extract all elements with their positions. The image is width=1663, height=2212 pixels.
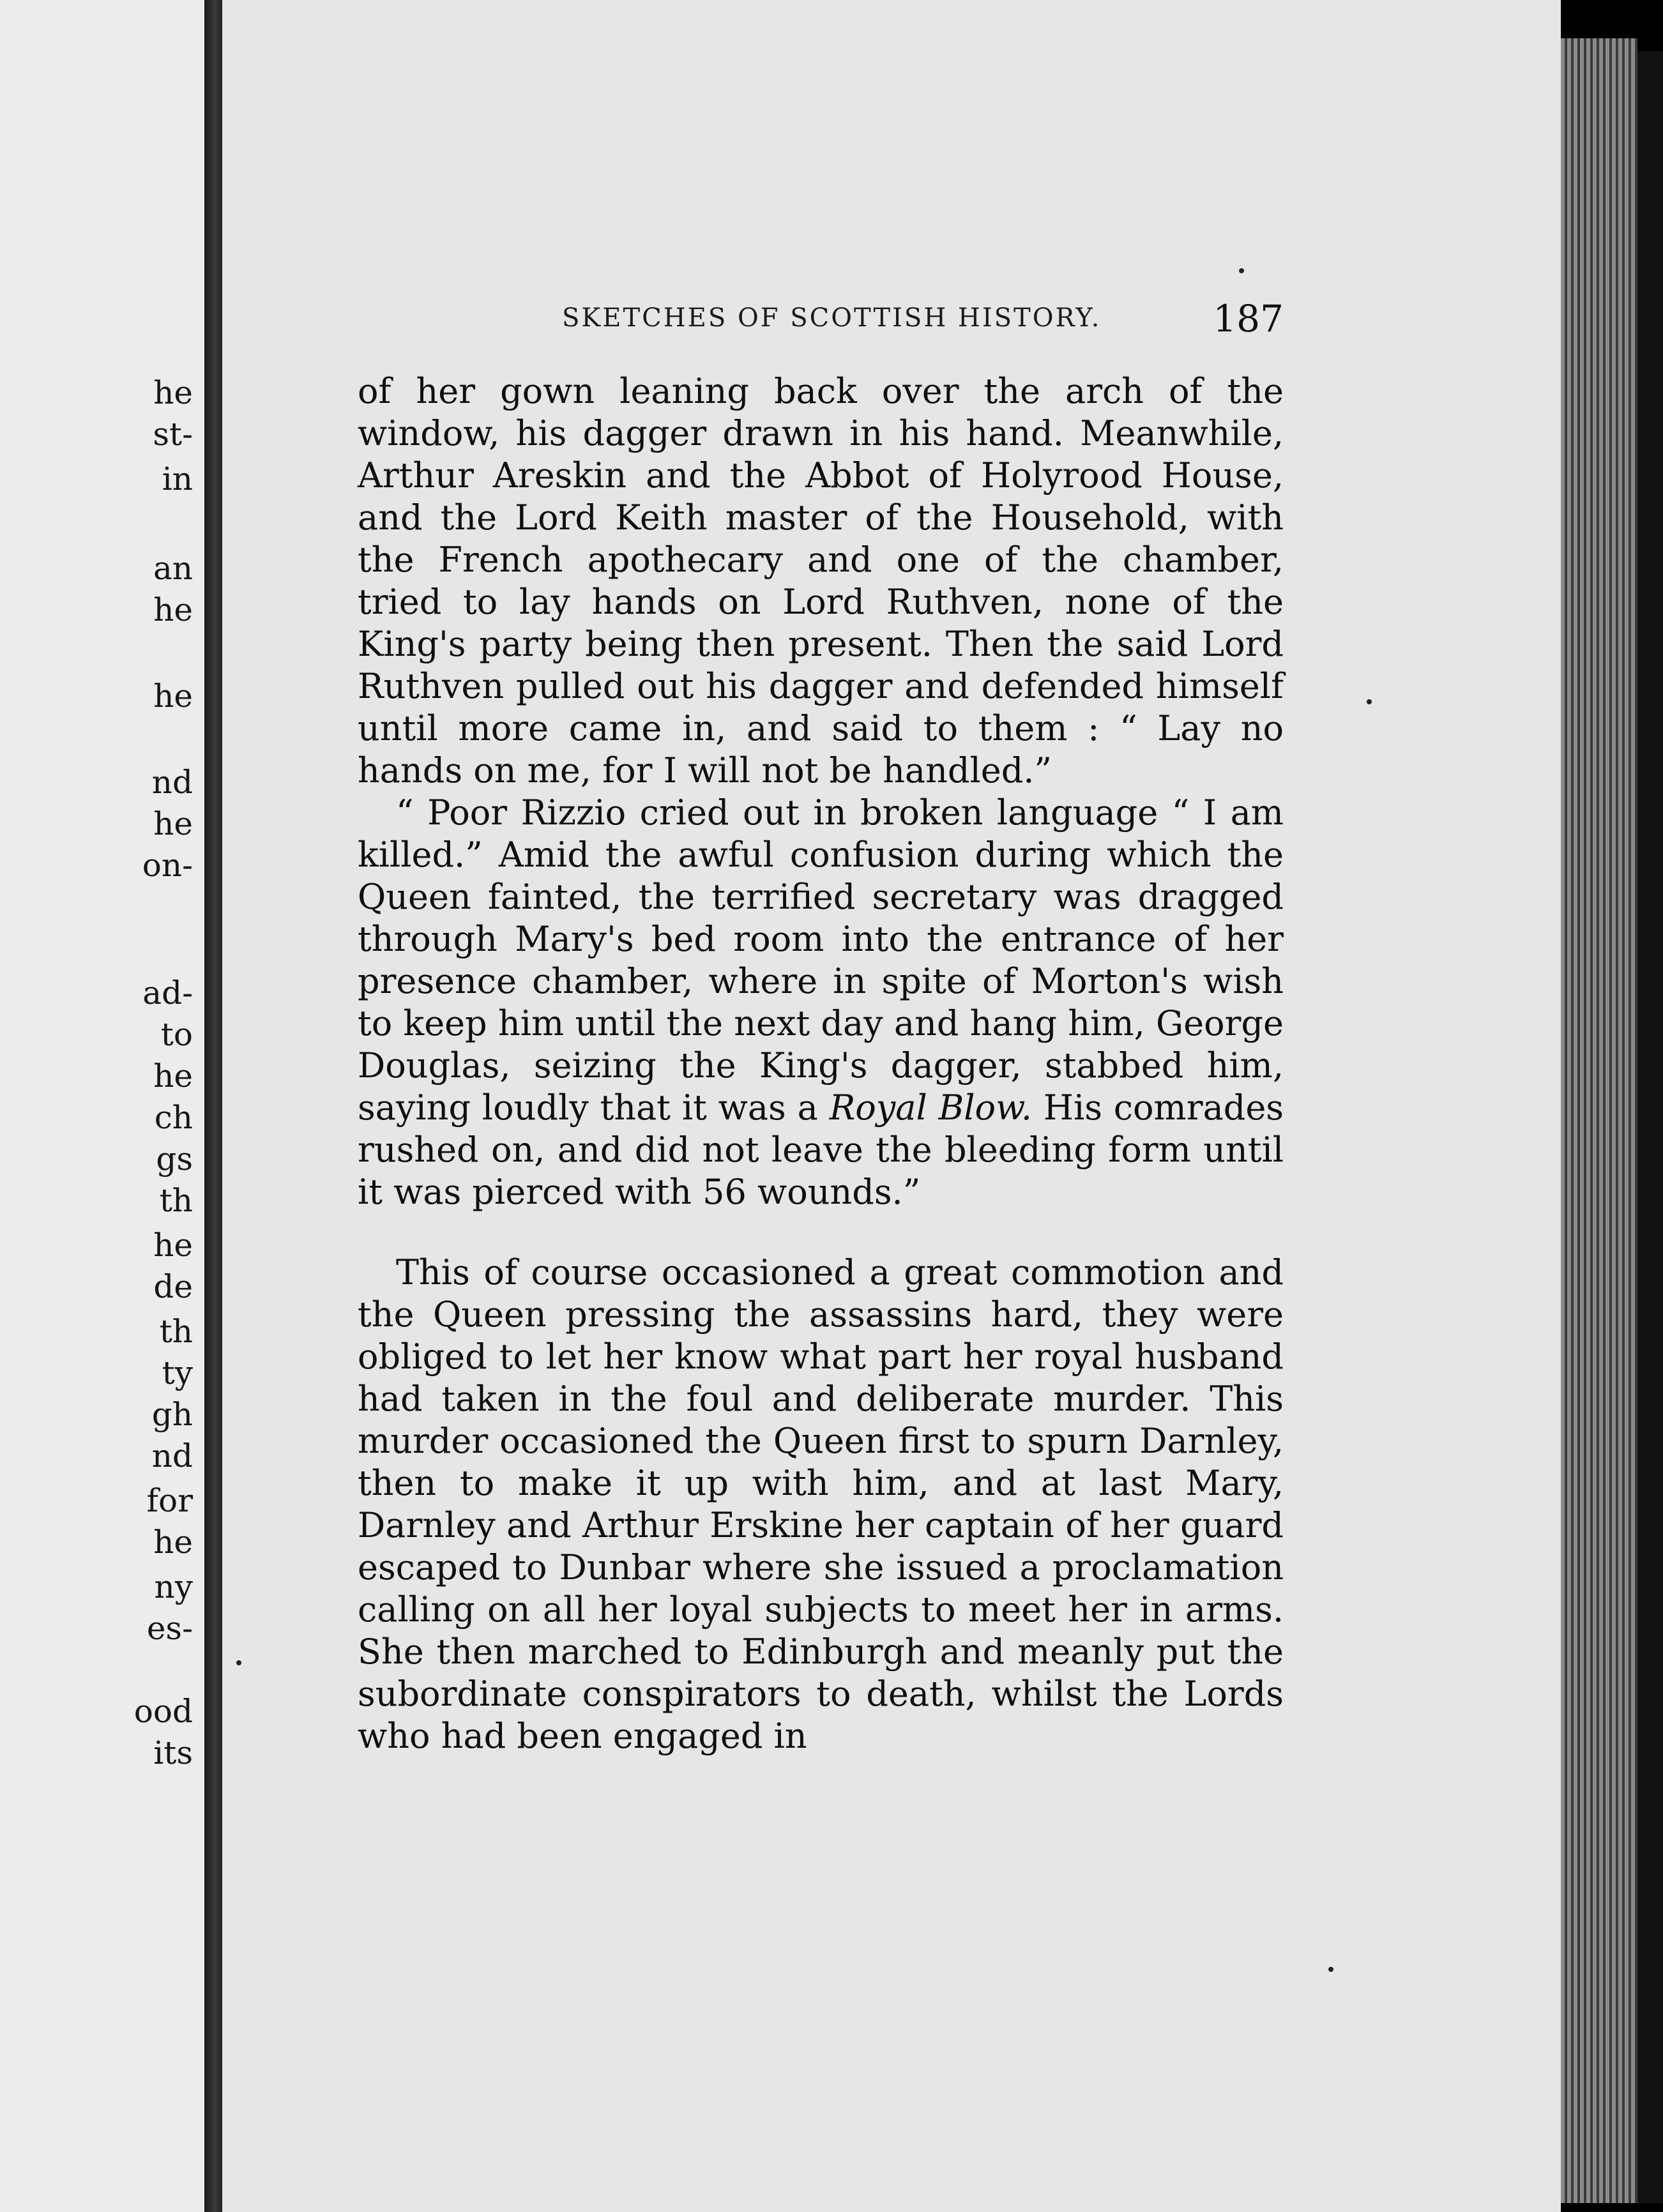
left-fragment: ood (133, 1693, 193, 1730)
book-gutter (204, 0, 222, 2212)
left-fragment: he (153, 1524, 193, 1561)
left-fragment: to (160, 1016, 193, 1053)
running-header (562, 297, 1296, 348)
paragraph-2 (358, 792, 1284, 1213)
left-fragment: nd (151, 764, 193, 801)
left-fragment: he (153, 805, 193, 842)
body-text (358, 370, 1284, 1757)
print-speck (236, 1660, 241, 1665)
paragraph-2-text-end: His comrades rushed on, and did not leave the bleeding form until it was pierced with 56 wounds.” (358, 1087, 1284, 1212)
running-title: SKETCHES OF SCOTTISH HISTORY. (562, 303, 1102, 333)
paragraph-3: This of course occasioned a great commotion and the Queen pressing the assassins hard, they were obliged to let her know what part her royal husband had taken in the foul and deliberate murder. This murder occasioned the Queen first to spurn Darnley, then to make it up with him, and at last Mary, Darnley and Arthur Erskine her captain of her guard escaped to Dunbar where she issued a proclamation calling on all her loyal subjects to meet her in arms. She then marched to Edinburgh and meanly put the subordinate conspirators to death, whilst the Lords who had been engaged in (358, 1252, 1284, 1756)
emphasis-royal-blow: Royal Blow. (829, 1087, 1033, 1128)
left-fragment: an (153, 550, 193, 587)
left-fragment: th (159, 1182, 193, 1219)
page-number: 187 (1213, 297, 1284, 340)
left-fragment: he (153, 1057, 193, 1095)
page-edge-shadow (1637, 51, 1663, 2203)
left-fragment: he (153, 1227, 193, 1264)
left-fragment: for (146, 1482, 193, 1519)
left-fragment: gh (151, 1396, 193, 1433)
print-speck (1328, 1967, 1333, 1972)
left-fragment: st- (153, 416, 193, 453)
left-fragment: ch (154, 1099, 193, 1136)
print-speck (1239, 268, 1244, 273)
print-speck (1367, 699, 1372, 704)
left-fragment: in (162, 460, 193, 497)
left-fragment: on- (142, 847, 193, 884)
left-fragment: es- (146, 1610, 193, 1647)
left-fragment: de (153, 1268, 193, 1305)
page-edges (1561, 38, 1637, 2203)
paragraph-1: of her gown leaning back over the arch of the window, his dagger drawn in his hand. Meanwhile, Arthur Areskin and the Abbot of Holyrood House, and the Lord Keith master of the Household, with the French apothecary and one of the chamber, tried to lay hands on Lord Ruthven, none of the King's party being then present. Then the said Lord Ruthven pulled out his dagger and defended himself until more came in, and said to them : “ Lay no hands on me, for I will not be handled.” (358, 371, 1284, 791)
left-page-text-fragments (0, 0, 204, 2212)
left-fragment: ny (154, 1568, 193, 1605)
left-fragment: he (153, 374, 193, 411)
left-fragment: gs (156, 1140, 193, 1178)
left-fragment: he (153, 678, 193, 715)
left-fragment: its (153, 1734, 193, 1771)
left-fragment: th (159, 1313, 193, 1350)
left-fragment: nd (151, 1437, 193, 1474)
left-fragment: ty (162, 1354, 193, 1391)
left-page (0, 0, 204, 2212)
left-fragment: ad- (142, 974, 193, 1011)
paragraph-2-text: “ Poor Rizzio cried out in broken language “ I am killed.” Amid the awful confusion during which the Queen fainted, the terrified secretary was dragged through Mary's bed room into the entrance of her presence chamber, where in spite of Morton's wish to keep him until the next day and hang him, George Douglas, seizing the King's dagger, stabbed him, saying loudly that it was a (358, 792, 1284, 1128)
left-fragment: he (153, 591, 193, 628)
